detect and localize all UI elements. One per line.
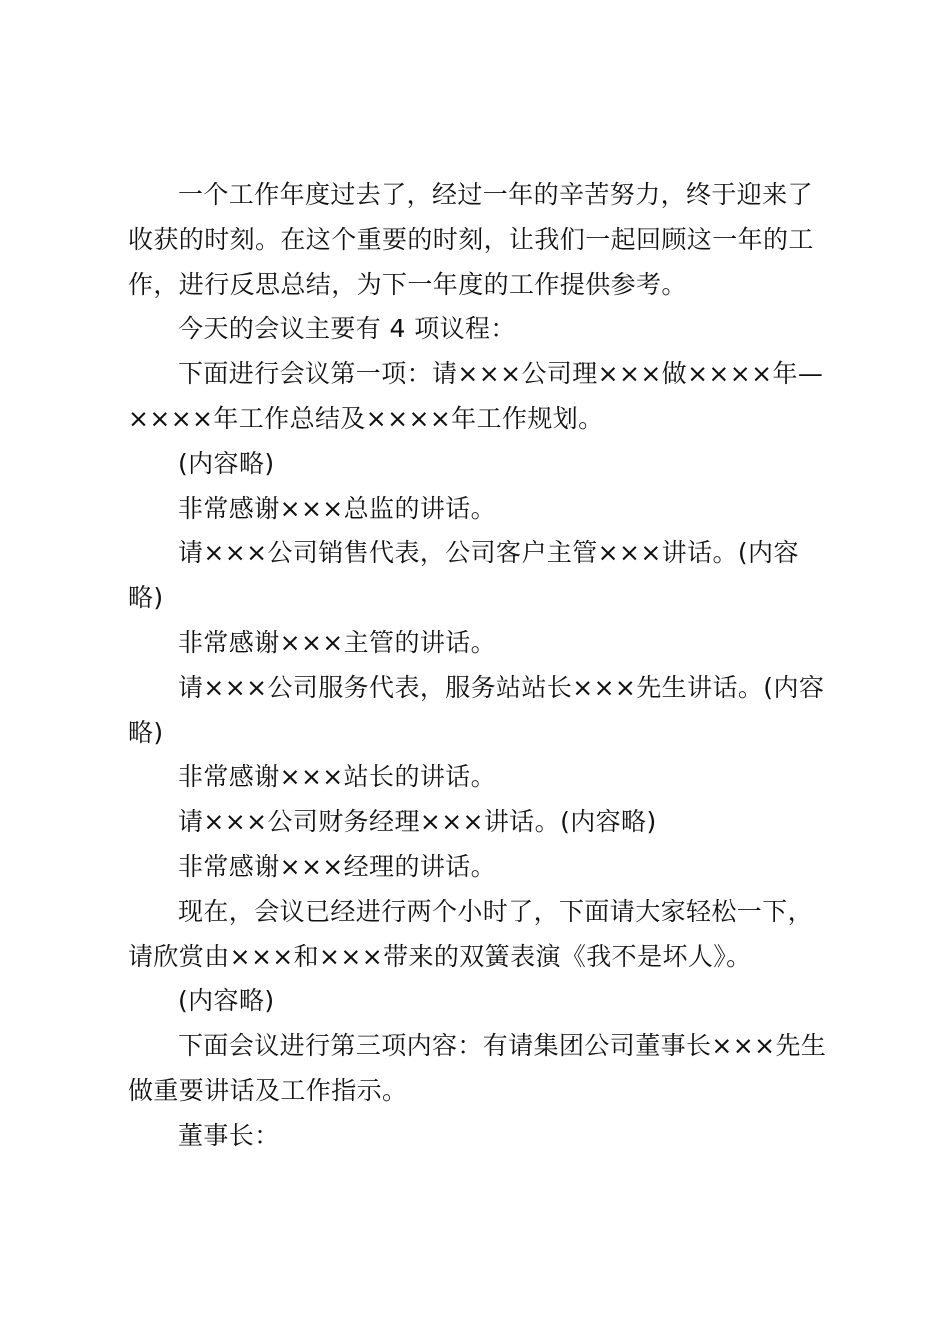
paragraph-content-omitted-2: (内容略) [178, 986, 275, 1016]
document-body [128, 173, 831, 1159]
paragraph-agenda-intro: 今天的会议主要有 4 项议程： [178, 314, 516, 344]
paragraph-thanks-manager: 非常感谢×××经理的讲话。 [178, 851, 497, 881]
paragraph-item-one: 下面进行会议第一项：请×××公司理×××做××××年—××××年工作总结及××××年工作规划。 [128, 359, 824, 433]
paragraph-thanks-director: 非常感谢×××总监的讲话。 [178, 493, 497, 523]
paragraph-finance-speech: 请×××公司财务经理×××讲话。(内容略) [178, 807, 657, 837]
paragraph-item-three: 下面会议进行第三项内容：有请集团公司董事长×××先生做重要讲话及工作指示。 [128, 1031, 827, 1105]
paragraph-chairman: 董事长： [178, 1120, 280, 1150]
paragraph-performance: 现在，会议已经进行两个小时了，下面请大家轻松一下，请欣赏由×××和×××带来的双簧表演《我不是坏人》。 [128, 896, 814, 971]
paragraph-service-speech: 请×××公司服务代表，服务站站长×××先生讲话。(内容略) [128, 672, 825, 747]
paragraph-content-omitted: (内容略) [178, 448, 275, 478]
paragraph-thanks-supervisor: 非常感谢×××主管的讲话。 [178, 627, 497, 657]
paragraph-opening: 一个工作年度过去了，经过一年的辛苦努力，终于迎来了收获的时刻。在这个重要的时刻，让我们一起回顾这一年的工作，进行反思总结，为下一年度的工作提供参考。 [128, 180, 814, 299]
paragraph-sales-speech: 请×××公司销售代表，公司客户主管×××讲话。(内容略) [128, 538, 799, 613]
paragraph-thanks-station-head: 非常感谢×××站长的讲话。 [178, 762, 497, 792]
